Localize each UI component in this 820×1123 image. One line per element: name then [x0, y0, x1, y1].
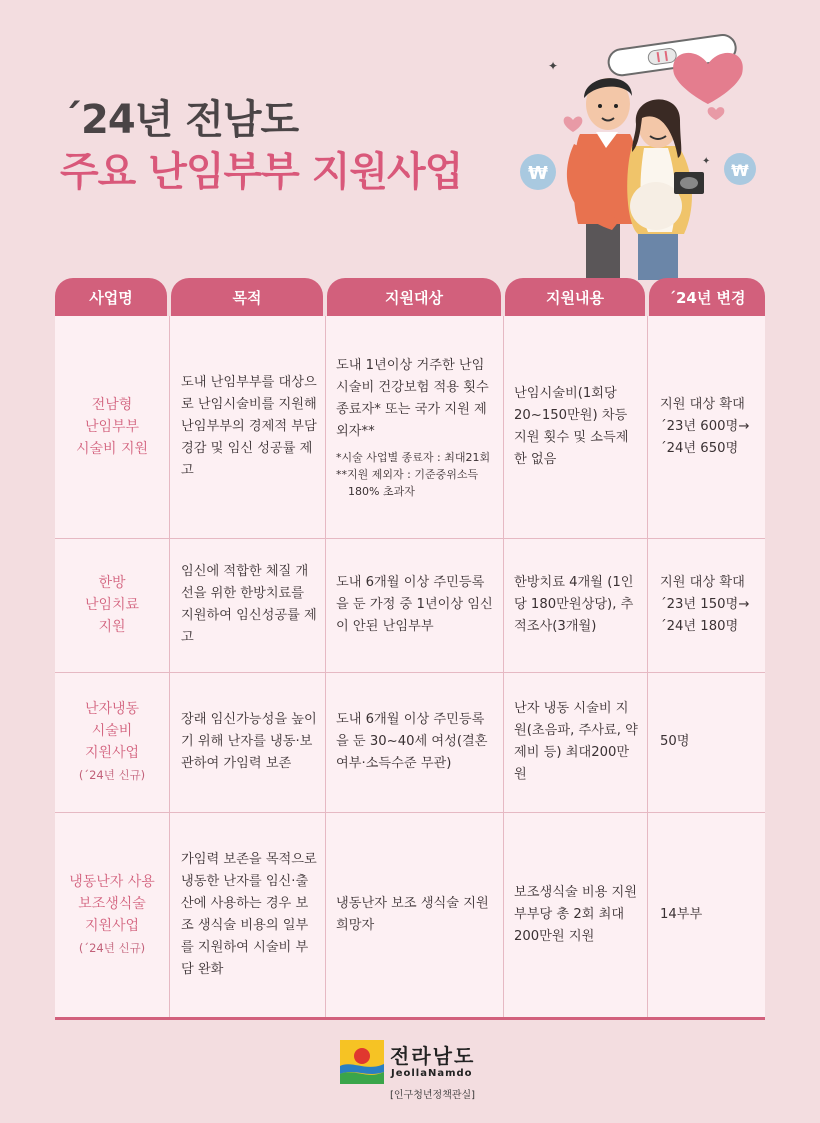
logo-english-name: JeollaNamdo	[391, 1068, 473, 1079]
table-cell-support	[514, 812, 640, 1017]
header-purpose: 목적	[171, 278, 323, 316]
column-divider	[169, 316, 170, 1018]
table-cell-change	[660, 672, 760, 812]
department-name: [인구청년정책관실]	[390, 1090, 476, 1101]
table-cell-purpose	[181, 672, 317, 812]
row-name-line: 냉동난자 사용	[69, 873, 155, 890]
table-cell-change	[660, 538, 760, 672]
table-row-name	[55, 316, 169, 538]
page-title-line1: ´24년 전남도	[62, 97, 299, 143]
header-business-name: 사업명	[55, 278, 167, 316]
column-divider	[325, 316, 326, 1018]
table-cell-change	[660, 316, 760, 538]
page-title-line2: 주요 난임부부 지원사업	[60, 149, 463, 195]
header-change: ´24년 변경	[649, 278, 765, 316]
table-cell-support	[514, 672, 640, 812]
change-text: 50명	[660, 734, 690, 749]
row-name-line: 보조생식술	[78, 895, 146, 912]
target-text: 도내 6개월 이상 주민등록을 둔 가정 중 1년이상 임신이 안된 난임부부	[336, 575, 493, 634]
table-cell-change	[660, 812, 760, 1017]
row-name-line: 지원사업	[84, 745, 140, 761]
support-text: 보조생식술 비용 지원 부부당 총 2회 최대 200만원 지원	[514, 884, 638, 944]
table-row-name	[55, 538, 169, 672]
new-program-badge: (´24년 신규)	[78, 768, 146, 782]
row-name-line: 난임부부	[84, 419, 140, 435]
column-divider	[647, 316, 648, 1018]
purpose-text: 장래 임신가능성을 높이기 위해 난자를 냉동·보관하여 가임력 보존	[181, 712, 317, 771]
row-name-line: 난임치료	[84, 597, 140, 613]
couple-illustration	[508, 24, 768, 280]
target-text: 도내 6개월 이상 주민등록을 둔 30~40세 여성(결혼여부·소득수준 무관)	[336, 712, 488, 771]
purpose-text: 도내 난임부부를 대상으로 난임시술비를 지원해 난임부부의 경제적 부담 경감 및 임신 성공률 제고	[181, 375, 317, 478]
table-cell-support	[514, 316, 640, 538]
support-text: 난임시술비(1회당 20~150만원) 차등 지원 횟수 및 소득제한 없음	[514, 386, 629, 467]
change-text: 지원 대상 확대 ´23년 600명→ ´24년 650명	[660, 397, 750, 456]
row-name-line: 지원사업	[84, 917, 140, 934]
table-cell-purpose	[181, 538, 317, 672]
table-row-name	[55, 812, 169, 1017]
change-text: 14부부	[660, 906, 703, 922]
svg-text:✦: ✦	[548, 59, 559, 73]
row-name-line: 지원	[98, 619, 126, 635]
row-name-line: 시술비	[91, 723, 133, 739]
svg-text:₩: ₩	[731, 161, 749, 180]
row-name-line: 전남형	[91, 397, 133, 413]
svg-text:₩: ₩	[528, 163, 548, 184]
change-text: 지원 대상 확대 ´23년 150명→ ´24년 180명	[660, 575, 750, 634]
table-cell-target	[336, 538, 496, 672]
target-footnote: *시술 사업별 종료자 : 최대21회	[336, 450, 491, 464]
target-footnote: **지원 제외자 : 기준중위소득	[336, 467, 479, 481]
header-target: 지원대상	[327, 278, 501, 316]
target-text: 도내 1년이상 거주한 난임 시술비 건강보험 적용 횟수 종료자* 또는 국가 지원 제외자**	[336, 357, 489, 439]
table-cell-target	[336, 316, 496, 538]
table-cell-purpose	[181, 316, 317, 538]
table-cell-support	[514, 538, 640, 672]
table-cell-purpose	[181, 812, 317, 1017]
row-name-line: 난자냉동	[84, 701, 140, 717]
column-divider	[503, 316, 504, 1018]
support-text: 한방치료 4개월 (1인당 180만원상당), 추적조사(3개월)	[514, 575, 634, 634]
new-program-badge: (´24년 신규)	[78, 940, 146, 955]
jeollanamdo-logo	[340, 1040, 490, 1102]
target-footnote: 180% 초과자	[348, 484, 415, 498]
header-support: 지원내용	[505, 278, 645, 316]
svg-text:✦: ✦	[702, 156, 711, 167]
province-emblem-icon	[340, 1040, 384, 1084]
support-text: 난자 냉동 시술비 지원(초음파, 주사료, 약제비 등) 최대200만원	[514, 701, 638, 782]
table-row-name	[55, 672, 169, 812]
table-bottom-border	[55, 1017, 765, 1020]
row-name-line: 시술비 지원	[75, 441, 149, 457]
purpose-text: 가임력 보존을 목적으로 냉동한 난자를 임신·출산에 사용하는 경우 보조 생식술 비용의 일부를 지원하여 시술비 부담 완화	[181, 851, 317, 977]
logo-korean-name: 전라남도	[390, 1044, 476, 1068]
purpose-text: 임신에 적합한 체질 개선을 위한 한방치료를 지원하여 임신성공률 제고	[181, 564, 317, 645]
table-cell-target	[336, 812, 496, 1017]
row-name-line: 한방	[98, 575, 126, 591]
table-cell-target	[336, 672, 496, 812]
target-text: 냉동난자 보조 생식술 지원 희망자	[336, 895, 489, 933]
